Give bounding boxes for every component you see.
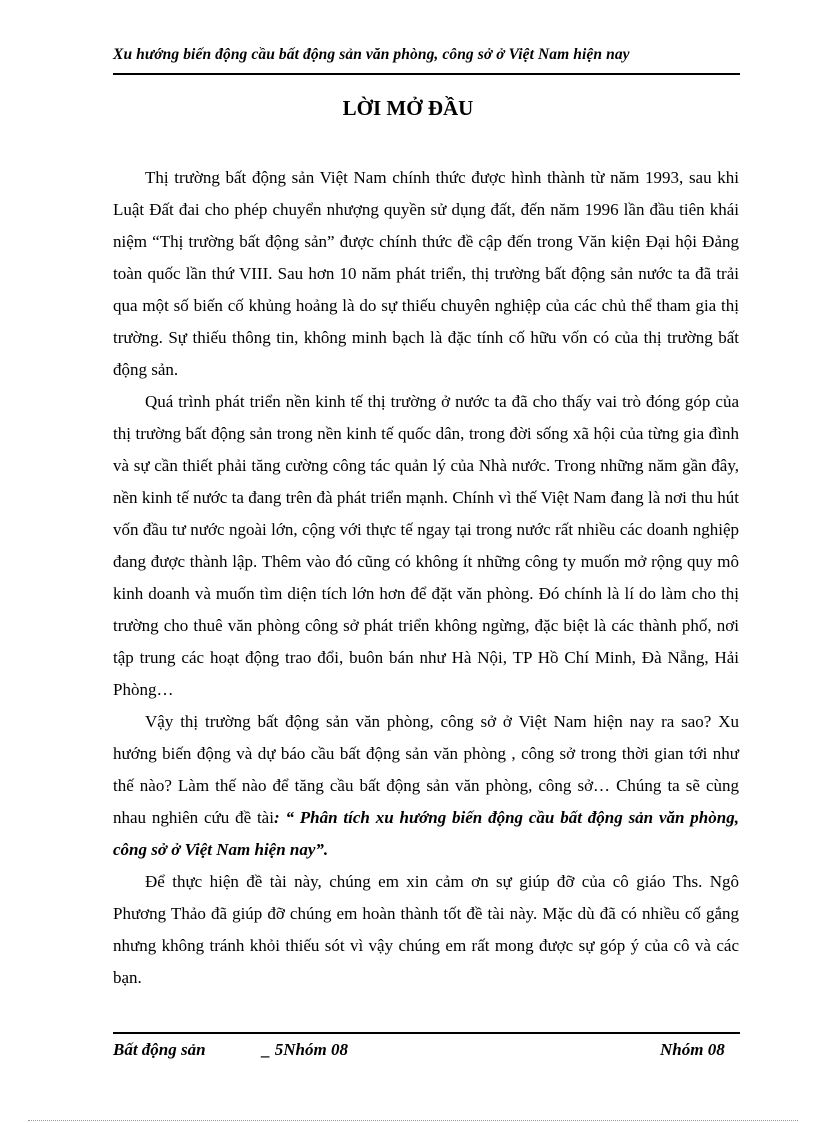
page-header <box>113 46 740 64</box>
footer-group-label: Nhóm 08 <box>660 1040 725 1059</box>
paragraph-4: Để thực hiện đề tài này, chúng em xin cảm ơn sự giúp đỡ của cô giáo Ths. Ngô Phương Thảo đã giúp đỡ chúng em hoàn thành tốt đề tài này. Mặc dù đã có nhiều cố gắng nhưng không tránh khỏi thiếu sót vì vậy chúng em rất mong được sự góp ý của cô và các bạn. <box>113 872 739 987</box>
running-title: Xu hướng biến động cầu bất động sản văn phòng, công sở ở Việt Nam hiện nay <box>113 46 630 63</box>
footer-left-label: Bất động sản <box>113 1040 206 1059</box>
footer-page-label: _ 5Nhóm 08 <box>262 1040 348 1059</box>
paragraph-1: Thị trường bất động sản Việt Nam chính thức được hình thành từ năm 1993, sau khi Luật Đất đai cho phép chuyển nhượng quyền sử dụng đất, đến năm 1996 lần đầu tiên khái niệm “Thị trường bất động sản” được chính thức đề cập đến trong Văn kiện Đại hội Đảng toàn quốc lần thứ VIII. Sau hơn 10 năm phát triển, thị trường bất động sản nước ta đã trải qua một số biến cố khủng hoảng là do sự thiếu chuyên nghiệp của các chủ thể tham gia thị trường. Sự thiếu thông tin, không minh bạch là đặc tính cố hữu vốn có của thị trường bất động sản. <box>113 168 739 379</box>
body-text <box>113 162 739 994</box>
paragraph-3 <box>113 706 739 866</box>
topic-title-emphasis: : “ Phân tích xu hướng biến động cầu bất động sản văn phòng, công sở ở Việt Nam hiện nay”. <box>113 808 739 859</box>
header-rule <box>113 73 740 75</box>
paragraph-3-text: Vậy thị trường bất động sản văn phòng, công sở ở Việt Nam hiện nay ra sao? Xu hướng biến động và dự báo cầu bất động sản văn phòng , công sở trong thời gian tới như thế nào? Làm thế nào để tăng cầu bất động sản văn phòng, công sở… Chúng ta sẽ cùng nhau nghiên cứu đề tài <box>113 712 739 827</box>
paragraph-2: Quá trình phát triển nền kinh tế thị trường ở nước ta đã cho thấy vai trò đóng góp của thị trường bất động sản trong nền kinh tế quốc dân, trong đời sống xã hội của từng gia đình và sự cần thiết phải tăng cường công tác quản lý của Nhà nước. Trong những năm gần đây, nền kinh tế nước ta đang trên đà phát triển mạnh. Chính vì thế Việt Nam đang là nơi thu hút vốn đầu tư nước ngoài lớn, cộng với thực tế ngay tại trong nước rất nhiều các doanh nghiệp đang được thành lập. Thêm vào đó cũng có không ít những công ty muốn mở rộng quy mô kinh doanh và muốn tìm diện tích lớn hơn để đặt văn phòng. Đó chính là lí do làm cho thị trường cho thuê văn phòng công sở phát triển không ngừng, đặc biệt là các thành phố, nơi tập trung các hoạt động trao đổi, buôn bán như Hà Nội, TP Hồ Chí Minh, Đà Nẵng, Hải Phòng… <box>113 392 739 699</box>
section-title: LỜI MỞ ĐẦU <box>342 96 474 120</box>
footer-rule <box>113 1032 740 1034</box>
page-bottom-edge <box>28 1120 798 1121</box>
